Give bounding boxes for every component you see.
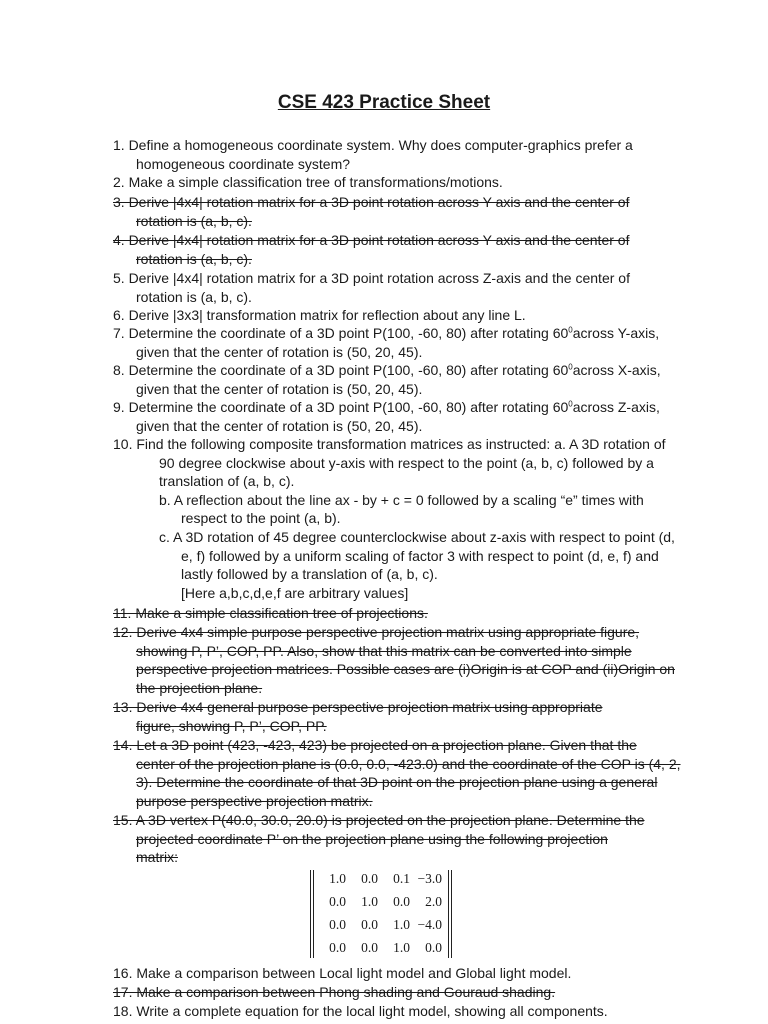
question-3: 3. Derive |4x4| rotation matrix for a 3D point rotation across Y axis and the center of rotation is (a, b, c). (113, 194, 630, 229)
matrix-cell: 0.0 (425, 940, 442, 956)
projection-matrix (310, 868, 452, 962)
question-11: 11. Make a simple classification tree of projections. (113, 605, 428, 621)
matrix-cell: 1.0 (361, 894, 378, 910)
page-title: CSE 423 Practice Sheet (277, 92, 491, 113)
question-4: 4. Derive |4x4| rotation matrix for a 3D point rotation across Y axis and the center of rotation is (a, b, c). (113, 232, 630, 267)
question-9: 9. Determine the coordinate of a 3D point P(100, -60, 80) after rotating $60^0across$ Z-axis, given that the center of rotation is (50, 20, 45). (113, 399, 660, 434)
matrix-cell: 0.0 (329, 917, 346, 933)
question-7: 7. Determine the coordinate of a 3D point P(100, -60, 80) after rotating $60^0across$ Y-axis, given that the center of rotation is (50, 20, 45). (113, 325, 660, 360)
question-10: 10. Find the following composite transformation matrices as instructed: a. A 3D rotation of 90 degree clockwise about y-axis with respect to the point (a, b, c) followed by a translation of (a, b, c). b. A reflection about the line ax - by + c = 0 followed by a scaling “e” times with respect to the point (a, b). c. A 3D rotation of 45 degree counterclockwise about z-axis with respect to point (d, e, f) followed by a uniform scaling of factor 3 with respect to point (d, e, f) and lastly followed by a translation of (a, b, c). [Here a,b,c,d,e,f are arbitrary values] (113, 436, 675, 601)
matrix-cell: 0.0 (329, 894, 346, 910)
matrix-left-bar (310, 870, 311, 958)
matrix-table (316, 868, 444, 960)
matrix-cell: 2.0 (425, 894, 442, 910)
matrix-cell: 1.0 (393, 917, 410, 933)
matrix-row (316, 937, 444, 960)
matrix-row (316, 868, 444, 891)
matrix-right-bar (451, 870, 452, 958)
question-8: 8. Determine the coordinate of a 3D point P(100, -60, 80) after rotating $60^0across$ X-axis, given that the center of rotation is (50, 20, 45). (113, 362, 661, 397)
matrix-cell: −3.0 (417, 871, 442, 887)
matrix-cell: 0.0 (361, 917, 378, 933)
matrix-cell: 0.0 (361, 940, 378, 956)
question-2: 2. Make a simple classification tree of transformations/motions. (113, 174, 503, 190)
matrix-cell: 0.0 (329, 940, 346, 956)
question-18: 18. Write a complete equation for the local light model, showing all components. (113, 1003, 608, 1019)
question-17: 17. Make a comparison between Phong shading and Gouraud shading. (113, 984, 556, 1000)
matrix-row (316, 891, 444, 914)
question-6: 6. Derive |3x3| transformation matrix for reflection about any line L. (113, 307, 526, 323)
question-5: 5. Derive |4x4| rotation matrix for a 3D point rotation across Z-axis and the center of rotation is (a, b, c). (113, 270, 630, 305)
matrix-row (316, 914, 444, 937)
matrix-cell: 0.0 (393, 894, 410, 910)
question-14: 14. Let a 3D point (423, -423, 423) be projected on a projection plane. Given that the center of the projection plane is (0.0, 0.0, -423.0) and the coordinate of the COP is (4, 2, 3). Determine the coordinate of that 3D point on the projection plane using a general purpose perspective projection matrix. (113, 737, 681, 809)
matrix-right-bar-inner (448, 870, 449, 958)
question-1: 1. Define a homogeneous coordinate system. Why does computer-graphics prefer a homogeneous coordinate system? (113, 137, 633, 172)
matrix-left-bar-inner (313, 870, 314, 958)
matrix-cell: 0.1 (393, 871, 410, 887)
matrix-cell: 1.0 (329, 871, 346, 887)
question-13: 13. Derive 4x4 general purpose perspective projection matrix using appropriate figure, showing P, P’, COP, PP. (113, 699, 603, 734)
question-12: 12. Derive 4x4 simple purpose perspective projection matrix using appropriate figure, showing P, P’, COP, PP. Also, show that this matrix can be converted into simple perspective projection matrices. Possible cases are (i)Origin is at COP and (ii)Origin on the projection plane. (113, 624, 675, 696)
question-16: 16. Make a comparison between Local light model and Global light model. (113, 965, 572, 981)
matrix-cell: −4.0 (417, 917, 442, 933)
question-15: 15. A 3D vertex P(40.0, 30.0, 20.0) is projected on the projection plane. Determine the projected coordinate P’ on the projection plane using the following projection matrix: (113, 812, 645, 866)
matrix-cell: 0.0 (361, 871, 378, 887)
matrix-cell: 1.0 (393, 940, 410, 956)
